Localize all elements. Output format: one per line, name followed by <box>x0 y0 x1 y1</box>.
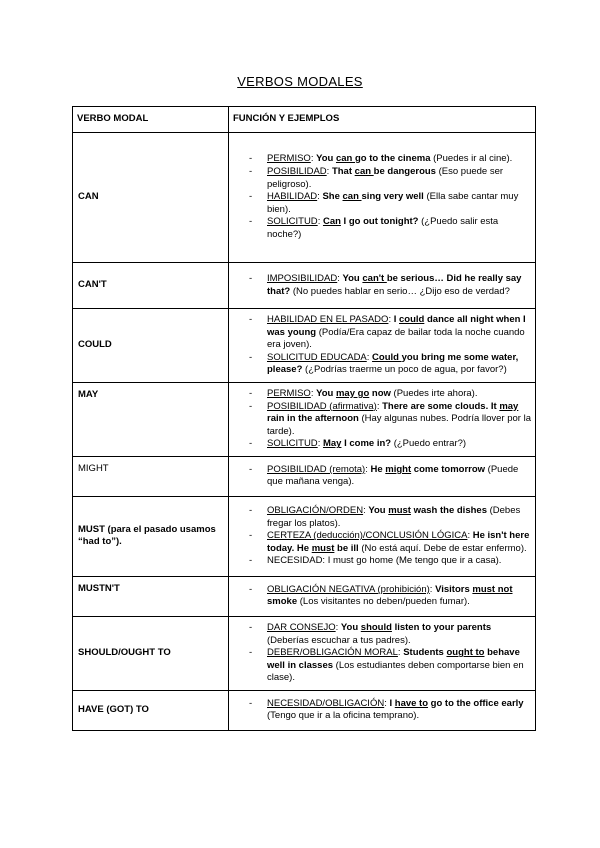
usage-list <box>229 505 531 568</box>
table-header-row <box>73 107 536 133</box>
example-text: listen to your parents <box>391 621 492 633</box>
example-text: You <box>368 504 389 516</box>
example-text: May <box>322 438 342 450</box>
function-examples-cell <box>229 496 536 576</box>
translation-text: (No está aquí. Debe de estar enfermo). <box>358 542 527 554</box>
function-examples-cell <box>229 382 536 456</box>
usage-item: - POSIBILIDAD: That can be dangerous (Eso puede ser peligroso). <box>229 166 531 191</box>
modal-verb-cell: COULD <box>73 309 229 383</box>
example-text: may <box>499 400 519 412</box>
modal-verb-cell: MIGHT <box>73 456 229 496</box>
example-text: wash the dishes <box>410 504 487 516</box>
example-text: I <box>393 314 399 325</box>
usage-label: POSIBILIDAD <box>267 166 327 178</box>
table-row <box>73 616 536 690</box>
function-examples-cell <box>229 263 536 309</box>
example-text: be serious… Did he really say that? <box>267 272 522 297</box>
example-text: There are some clouds. It <box>382 400 500 412</box>
usage-label: PERMISO <box>267 387 311 399</box>
example-text: must <box>311 542 335 554</box>
translation-text: (¿Puedo entrar?) <box>391 438 467 450</box>
modal-verb-cell: MAY <box>73 382 229 456</box>
example-text: may go <box>335 387 370 399</box>
modal-verb-cell: MUST (para el pasado usamos “had to”). <box>73 496 229 576</box>
example-text: You <box>340 621 361 633</box>
translation-text: (Los visitantes no deben/pueden fumar). <box>297 596 470 608</box>
modal-verb-cell: SHOULD/OUGHT TO <box>73 616 229 690</box>
translation-text: (Debes fregar los platos). <box>267 504 521 529</box>
example-text: go to the office early <box>428 697 524 709</box>
example-text: be ill <box>334 542 359 554</box>
usage-item: - SOLICITUD: May I come in? (¿Puedo entrar?) <box>229 438 531 451</box>
example-text: I go out tonight? <box>340 216 419 228</box>
example-text: behave well in classes <box>267 647 520 671</box>
usage-list <box>229 698 531 723</box>
usage-label: IMPOSIBILIDAD <box>267 272 338 284</box>
example-text: have to <box>394 697 429 709</box>
usage-list <box>229 464 531 489</box>
example-text: might <box>385 463 412 475</box>
example-text: That <box>331 166 355 178</box>
usage-item <box>229 555 531 568</box>
usage-label: POSIBILIDAD (afirmativa) <box>267 400 377 412</box>
page-title: VERBOS MODALES <box>237 74 363 89</box>
usage-item: - PERMISO: You may go now (Puedes irte ahora). <box>229 388 531 401</box>
usage-label: OBLIGACIÓN/ORDEN <box>267 504 364 516</box>
translation-text: (Tengo que ir a la oficina temprano). <box>267 710 420 722</box>
translation-text: (Hay algunas nubes. Podría llover por la tarde). <box>267 413 531 437</box>
translation-text: (Eso puede ser peligroso). <box>267 166 504 190</box>
usage-list <box>229 388 531 451</box>
usage-item: - DAR CONSEJO: You should listen to your parents (Deberías escuchar a tus padres). <box>229 622 531 647</box>
usage-item: - POSIBILIDAD (remota): He might come tomorrow (Puede que mañana venga). <box>229 464 531 489</box>
example-text: be dangerous <box>373 166 436 178</box>
example-text: come tomorrow <box>411 463 486 475</box>
example-text: You <box>316 153 336 165</box>
example-text: ought to <box>446 647 485 659</box>
table-row <box>73 263 536 309</box>
header-verbo-modal: VERBO MODAL <box>73 107 229 133</box>
usage-list <box>229 584 531 609</box>
translation-text: (Podía/Era capaz de bailar toda la noche cuando era joven). <box>267 326 525 351</box>
function-examples-cell <box>229 309 536 383</box>
translation-text: (¿Podrías traerme un poco de agua, por favor?) <box>302 364 507 376</box>
usage-item: - OBLIGACIÓN NEGATIVA (prohibición): Visitors must not smoke (Los visitantes no deben/pueden fumar). <box>229 584 531 609</box>
translation-text: (No puedes hablar en serio… ¿Dijo eso de verdad? <box>290 285 510 297</box>
example-text: sing very well <box>361 191 424 203</box>
example-text: Students <box>403 647 447 659</box>
translation-text: (Los estudiantes deben comportarse bien en clase). <box>267 659 524 684</box>
translation-text: (Puedes irte ahora). <box>390 387 478 399</box>
usage-text: NECESIDAD: I must go home (Me tengo que ir a casa). <box>267 555 502 567</box>
modal-verb-cell: CAN <box>73 133 229 263</box>
example-text: Could <box>372 351 402 363</box>
example-text: smoke <box>267 596 298 608</box>
usage-label: HABILIDAD EN EL PASADO <box>267 314 389 325</box>
example-text: should <box>360 621 392 633</box>
example-text: He isn't here today. He <box>267 530 530 554</box>
usage-label: CERTEZA (deducción)/CONCLUSIÓN LÓGICA <box>267 530 468 542</box>
usage-item: - SOLICITUD EDUCADA: Could you bring me some water, please? (¿Podrías traerme un poco de agua, por favor?) <box>229 352 531 377</box>
usage-item: - NECESIDAD/OBLIGACIÓN: I have to go to the office early (Tengo que ir a la oficina temprano). <box>229 698 531 723</box>
translation-text: (Ella sabe cantar muy bien). <box>267 191 519 215</box>
usage-item: - OBLIGACIÓN/ORDEN: You must wash the dishes (Debes fregar los platos). <box>229 505 531 530</box>
usage-item: - CERTEZA (deducción)/CONCLUSIÓN LÓGICA: He isn't here today. He must be ill (No está aquí. Debe de estar enfermo). <box>229 530 531 555</box>
table-row <box>73 576 536 616</box>
table-row <box>73 133 536 263</box>
example-text: You <box>316 387 336 399</box>
example-text: must not <box>472 583 513 595</box>
usage-label: DEBER/OBLIGACIÓN MORAL <box>267 647 398 659</box>
table-row <box>73 382 536 456</box>
usage-label: SOLICITUD <box>267 438 318 450</box>
usage-item: - IMPOSIBILIDAD: You can't be serious… Did he really say that? (No puedes hablar en serio… ¿Dijo eso de verdad? <box>229 273 531 298</box>
modal-verb-cell: CAN'T <box>73 263 229 309</box>
header-funcion-ejemplos: FUNCIÓN Y EJEMPLOS <box>229 107 536 133</box>
example-text: you bring me some water, please? <box>267 351 519 376</box>
example-text: You <box>342 272 363 284</box>
usage-item: - HABILIDAD: She can sing very well (Ella sabe cantar muy bien). <box>229 191 531 216</box>
usage-item: - PERMISO: You can go to the cinema (Puedes ir al cine). <box>229 153 531 166</box>
modal-verbs-table <box>72 106 536 731</box>
translation-text: (¿Puedo salir esta noche?) <box>267 216 499 240</box>
usage-item: - SOLICITUD: Can I go out tonight? (¿Puedo salir esta noche?) <box>229 216 531 241</box>
example-text: go to the cinema <box>355 153 431 165</box>
usage-list <box>229 153 531 241</box>
usage-item: - HABILIDAD EN EL PASADO: I could dance all night when I was young (Podía/Era capaz de bailar toda la noche cuando era joven). <box>229 314 531 352</box>
usage-item: - DEBER/OBLIGACIÓN MORAL: Students ought to behave well in classes (Los estudiantes deben comportarse bien en clase). <box>229 647 531 685</box>
example-text: I come in? <box>341 438 392 450</box>
usage-label: OBLIGACIÓN NEGATIVA (prohibición) <box>267 583 430 595</box>
example-text: She <box>322 191 343 203</box>
example-text: now <box>369 387 391 399</box>
modal-verb-cell: HAVE (GOT) TO <box>73 690 229 730</box>
example-text: could <box>399 314 425 325</box>
usage-label: SOLICITUD <box>267 216 318 228</box>
function-examples-cell <box>229 456 536 496</box>
example-text: dance all night when I was young <box>267 314 526 338</box>
example-text: rain in the afternoon <box>267 413 359 425</box>
usage-list <box>229 314 531 377</box>
example-text: can <box>342 191 362 203</box>
table-row <box>73 496 536 576</box>
table-row <box>73 690 536 730</box>
modal-verb-cell: MUSTN'T <box>73 576 229 616</box>
example-text: He <box>370 463 386 475</box>
table-body <box>73 133 536 731</box>
table-row <box>73 309 536 383</box>
example-text: Visitors <box>435 583 473 595</box>
translation-text: (Puedes ir al cine). <box>430 153 513 165</box>
example-text: can <box>354 166 374 178</box>
function-examples-cell <box>229 690 536 730</box>
usage-label: NECESIDAD/OBLIGACIÓN <box>267 697 385 709</box>
usage-list <box>229 622 531 685</box>
function-examples-cell <box>229 133 536 263</box>
example-text: can't <box>362 272 387 284</box>
usage-label: POSIBILIDAD (remota) <box>267 463 366 475</box>
example-text: I <box>389 697 395 709</box>
example-text: must <box>388 504 411 516</box>
usage-label: HABILIDAD <box>267 191 318 203</box>
usage-label: DAR CONSEJO <box>267 621 336 633</box>
example-text: Can <box>322 216 341 228</box>
function-examples-cell <box>229 576 536 616</box>
usage-item: - POSIBILIDAD (afirmativa): There are some clouds. It may rain in the afternoon (Hay algunas nubes. Podría llover por la tarde). <box>229 401 531 439</box>
usage-label: PERMISO <box>267 153 311 165</box>
usage-list <box>229 273 531 298</box>
usage-label: SOLICITUD EDUCADA <box>267 351 367 363</box>
translation-text: (Puede que mañana venga). <box>267 463 519 488</box>
function-examples-cell <box>229 616 536 690</box>
example-text: can <box>335 153 355 165</box>
translation-text: (Deberías escuchar a tus padres). <box>267 634 411 646</box>
table-row <box>73 456 536 496</box>
